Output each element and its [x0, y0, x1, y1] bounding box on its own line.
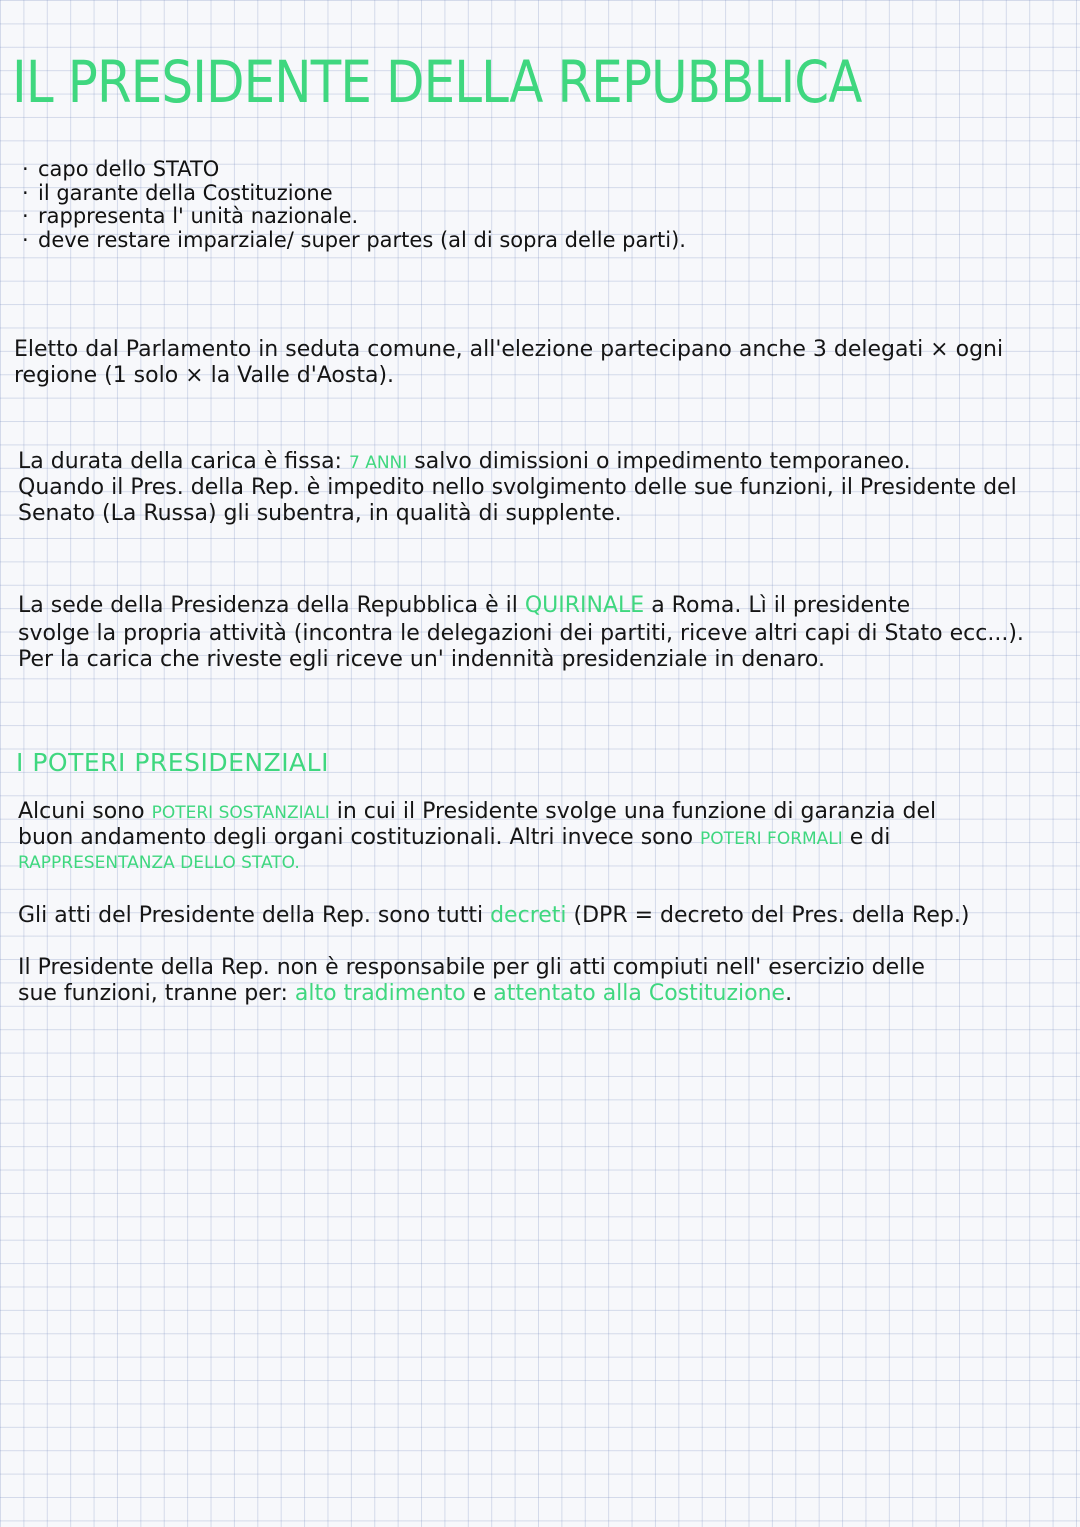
- list-item: [22, 205, 686, 229]
- durata-text: salvo dimissioni o impedimento temporaneo.: [407, 449, 911, 474]
- section-heading: I POTERI PRESIDENZIALI: [16, 748, 329, 777]
- sede-text: La sede della Presidenza della Repubblica è il: [18, 593, 525, 618]
- bullet-text: rappresenta l' unità nazionale.: [38, 204, 359, 228]
- list-item: [22, 229, 686, 253]
- poteri-text: in cui il Presidente svolge una funzione di garanzia del: [329, 799, 937, 824]
- durata-line-3: Senato (La Russa) gli subentra, in qualità di supplente.: [18, 501, 622, 526]
- poteri-text: e di: [842, 825, 891, 850]
- responsabilita-highlight: attentato alla Costituzione: [493, 981, 786, 1006]
- durata-line-1: [18, 450, 911, 475]
- elezione-line-2: regione (1 solo × la Valle d'Aosta).: [14, 363, 395, 388]
- list-item: [22, 158, 686, 182]
- atti-text: Gli atti del Presidente della Rep. sono tutti: [18, 903, 491, 928]
- bullet-icon: ·: [22, 180, 29, 205]
- bullet-list: [22, 158, 686, 252]
- list-item: [22, 182, 686, 206]
- responsabilita-line-1: Il Presidente della Rep. non è responsabile per gli atti compiuti nell' esercizio delle: [18, 955, 925, 980]
- poteri-highlight: POTERI SOSTANZIALI: [151, 803, 330, 823]
- page-title: IL PRESIDENTE DELLA REPUBBLICA: [12, 48, 862, 116]
- responsabilita-text: sue funzioni, tranne per:: [18, 981, 295, 1006]
- poteri-highlight: POTERI FORMALI: [700, 829, 843, 849]
- poteri-line-3: RAPPRESENTANZA DELLO STATO.: [18, 853, 300, 873]
- bullet-icon: ·: [22, 157, 29, 181]
- bullet-text: il garante della Costituzione: [38, 180, 333, 205]
- responsabilita-line-2: [18, 982, 792, 1005]
- poteri-line-2: [18, 826, 890, 851]
- bullet-icon: ·: [22, 204, 29, 228]
- responsabilita-text: .: [785, 981, 793, 1006]
- bullet-text: capo dello STATO: [38, 157, 220, 181]
- durata-text: La durata della carica è fissa:: [18, 449, 349, 474]
- atti-text: (DPR = decreto del Pres. della Rep.): [566, 903, 970, 928]
- sede-line-2: svolge la propria attività (incontra le delegazioni dei partiti, riceve altri capi di Stato ecc...).: [18, 621, 1024, 646]
- poteri-text: buon andamento degli organi costituzionali. Altri invece sono: [18, 825, 701, 850]
- bullet-icon: ·: [22, 227, 29, 252]
- responsabilita-highlight: alto tradimento: [294, 981, 466, 1006]
- sede-line-3: Per la carica che riveste egli riceve un' indennità presidenziale in denaro.: [18, 647, 825, 672]
- durata-line-2: Quando il Pres. della Rep. è impedito nello svolgimento delle sue funzioni, il Presidente del: [18, 475, 1017, 500]
- sede-text: a Roma. Lì il presidente: [644, 593, 911, 618]
- atti-line: [18, 904, 969, 927]
- sede-line-1: [18, 594, 910, 617]
- elezione-line-1: Eletto dal Parlamento in seduta comune, all'elezione partecipano anche 3 delegati × ogni: [14, 337, 1004, 362]
- bullet-text: deve restare imparziale/ super partes (al di sopra delle parti).: [38, 227, 686, 252]
- responsabilita-text: e: [465, 981, 494, 1006]
- poteri-text: Alcuni sono: [18, 799, 152, 824]
- atti-highlight: decreti: [490, 903, 567, 928]
- sede-highlight: QUIRINALE: [524, 593, 645, 618]
- poteri-line-1: [18, 800, 936, 825]
- durata-highlight: 7 ANNI: [348, 453, 408, 473]
